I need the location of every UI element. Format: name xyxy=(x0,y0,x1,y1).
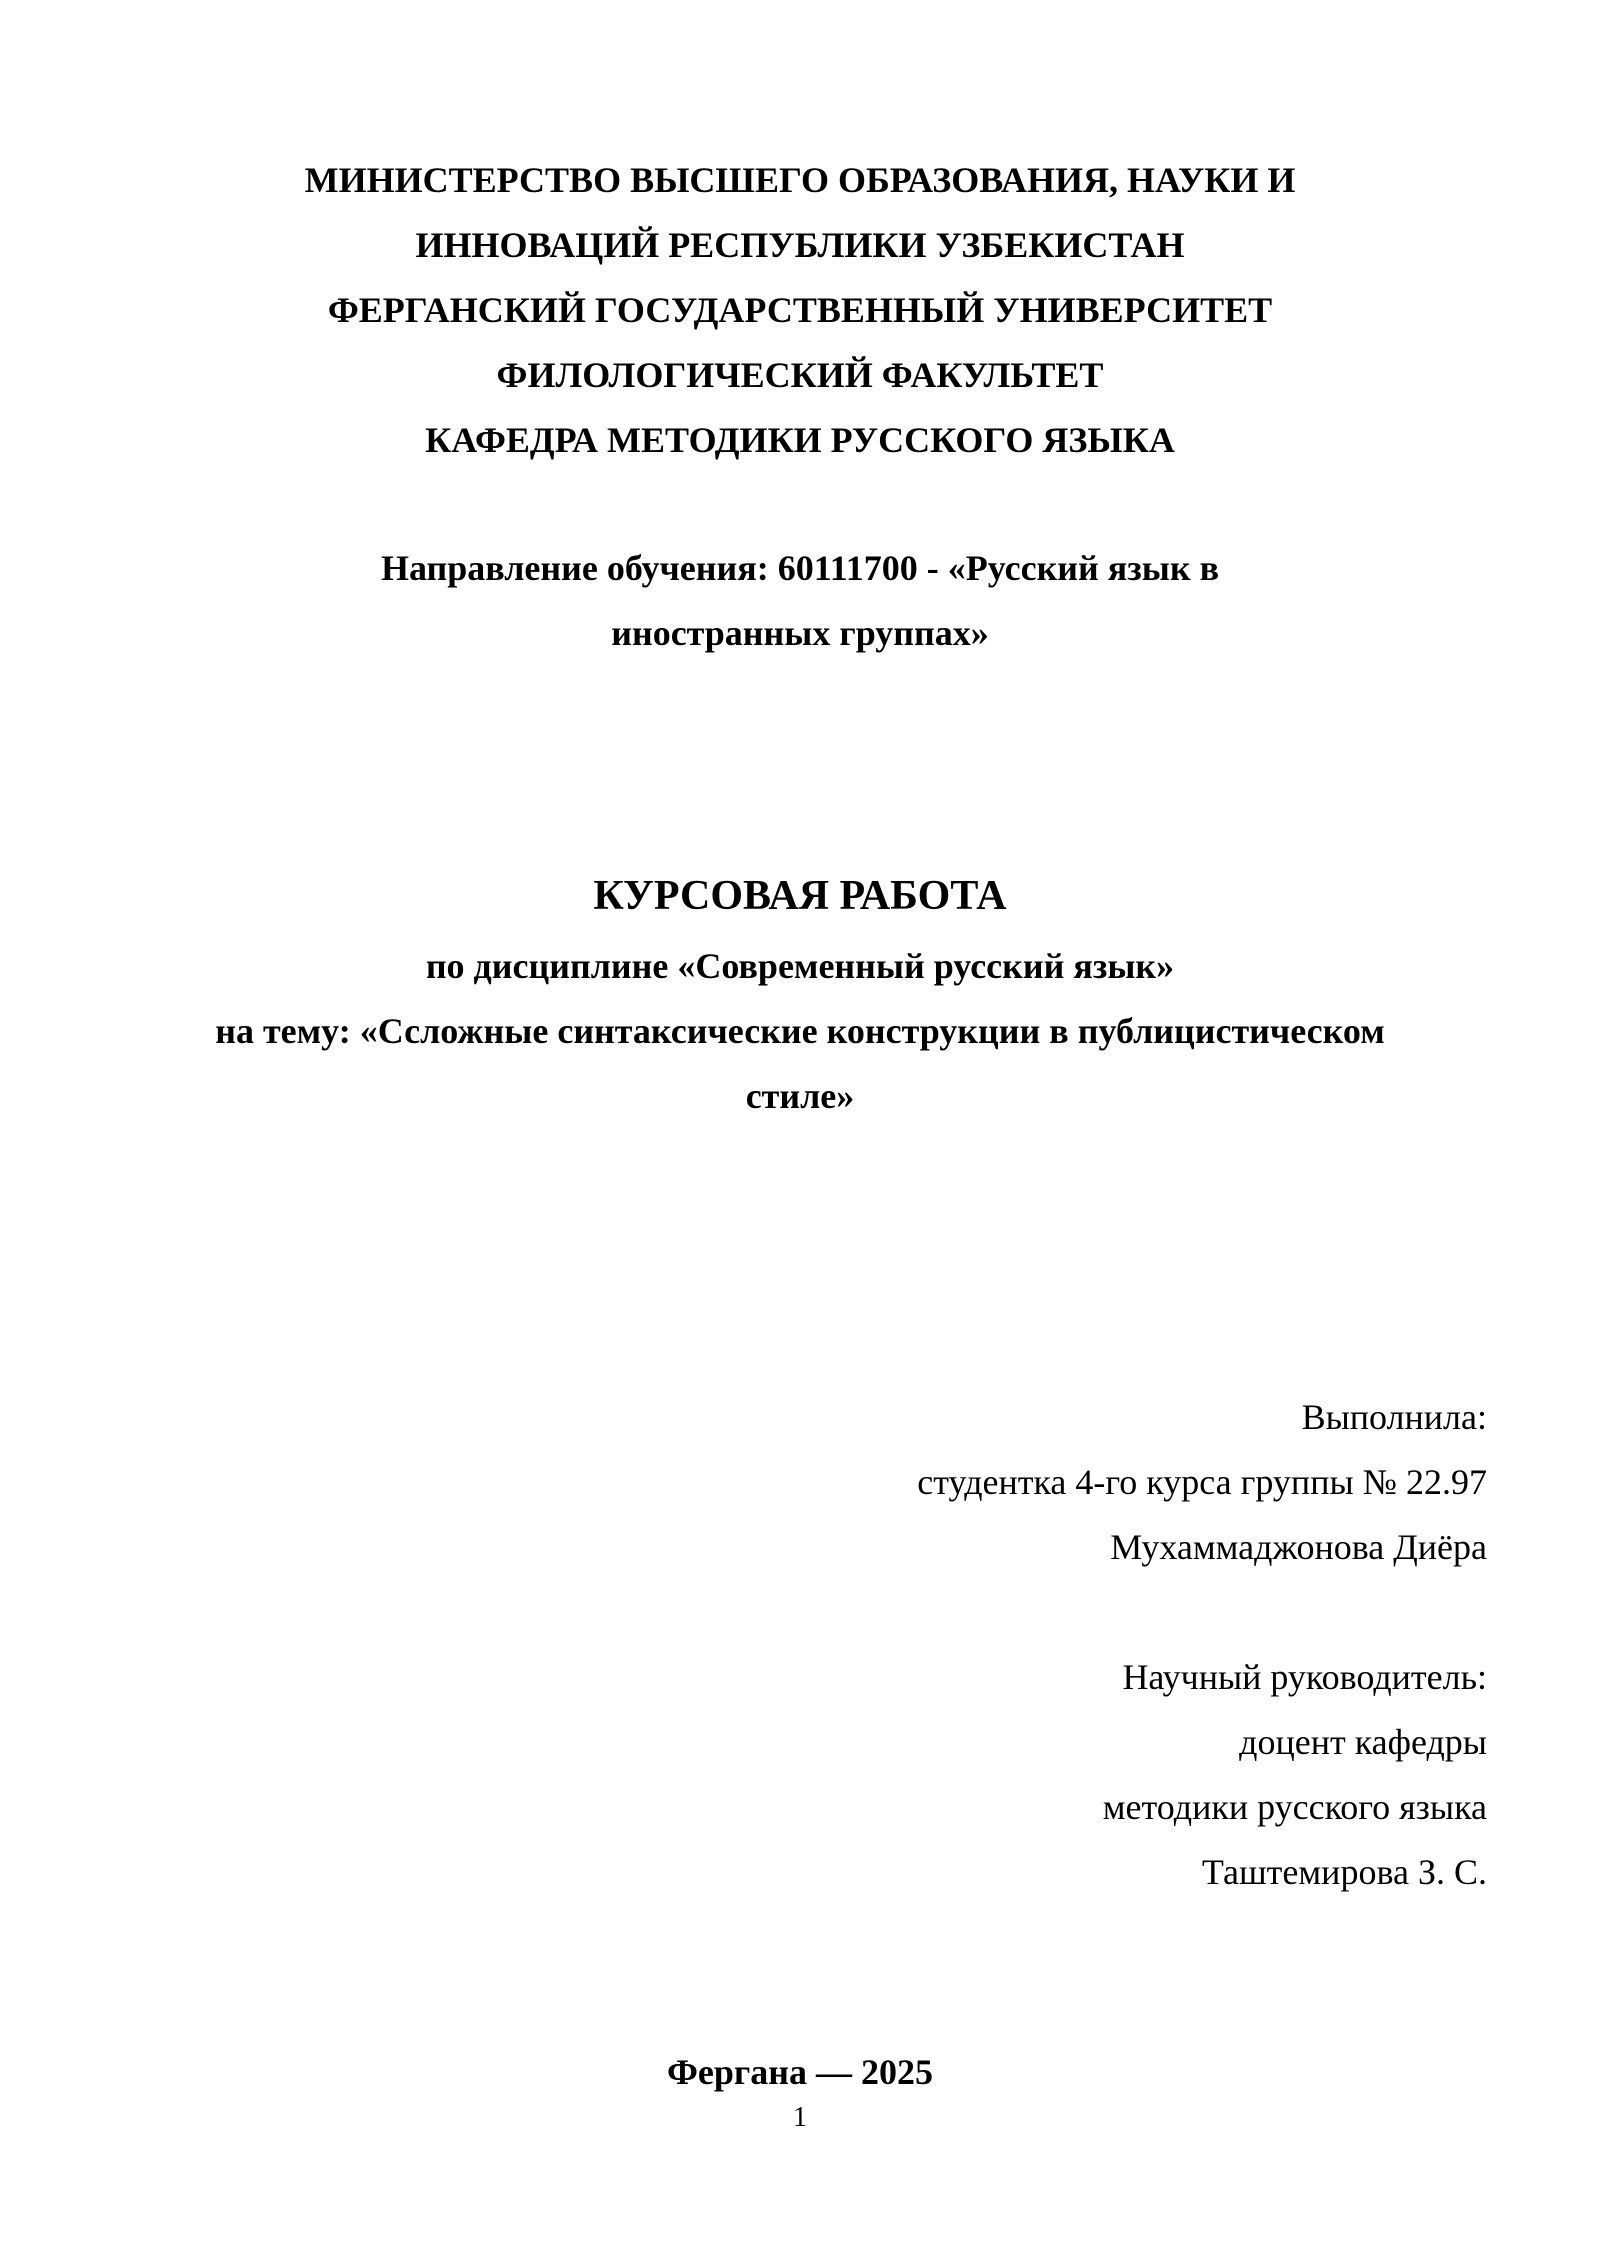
header-line-ministry-1: МИНИСТЕРСТВО ВЫСШЕГО ОБРАЗОВАНИЯ, НАУКИ И xyxy=(304,160,1296,200)
author-label: Выполнила: xyxy=(1301,1397,1487,1437)
supervisor-name: Таштемирова З. С. xyxy=(1201,1852,1487,1892)
supervisor-position-2: методики русского языка xyxy=(1102,1787,1487,1827)
discipline-line: по дисциплине «Современный русский язык» xyxy=(425,946,1175,986)
work-type-label: КУРСОВАЯ РАБОТА xyxy=(593,873,1007,919)
city-year-text: Фергана — 2025 xyxy=(666,2052,933,2092)
institution-header xyxy=(0,148,1600,473)
header-line-department: КАФЕДРА МЕТОДИКИ РУССКОГО ЯЗЫКА xyxy=(425,420,1175,460)
discipline-and-topic xyxy=(0,934,1600,1129)
direction-line-1: Направление обучения: 60111700 - «Русский язык в xyxy=(380,548,1220,588)
study-direction xyxy=(0,536,1600,666)
author-name: Мухаммаджонова Диёра xyxy=(1110,1527,1487,1567)
supervisor-position-1: доцент кафедры xyxy=(1239,1722,1487,1762)
header-line-university: ФЕРГАНСКИЙ ГОСУДАРСТВЕННЫЙ УНИВЕРСИТЕТ xyxy=(327,290,1273,330)
author-block xyxy=(917,1385,1487,1580)
direction-line-2: иностранных группах» xyxy=(611,613,989,653)
page-number-text: 1 xyxy=(793,2102,807,2133)
topic-line-2: стиле» xyxy=(745,1076,855,1116)
header-line-ministry-2: ИННОВАЦИЙ РЕСПУБЛИКИ УЗБЕКИСТАН xyxy=(415,225,1185,265)
supervisor-label: Научный руководитель: xyxy=(1122,1657,1487,1697)
author-position: студентка 4-го курса группы № 22.97 xyxy=(917,1462,1487,1502)
header-line-faculty: ФИЛОЛОГИЧЕСКИЙ ФАКУЛЬТЕТ xyxy=(496,355,1104,395)
supervisor-block xyxy=(1103,1645,1487,1905)
page-number xyxy=(0,2098,1600,2138)
topic-line-1: на тему: «Ссложные синтаксические конструкции в публицистическом xyxy=(215,1011,1385,1051)
work-type-title xyxy=(0,864,1600,929)
city-year xyxy=(0,2040,1600,2105)
